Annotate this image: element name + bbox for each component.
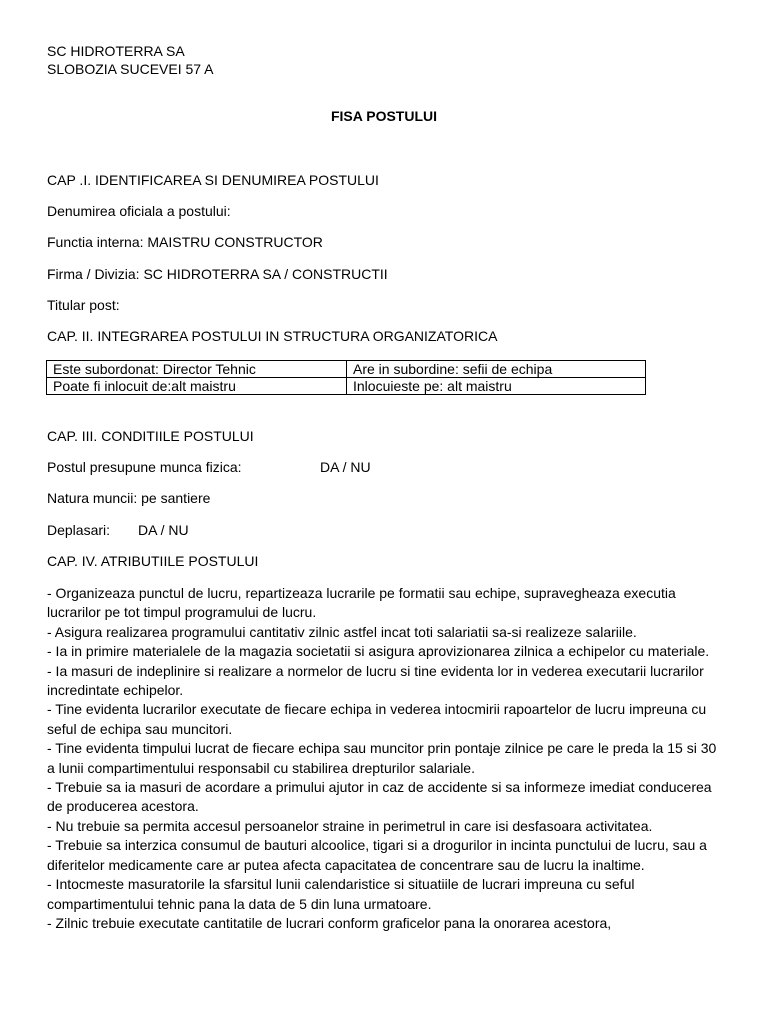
list-item: - Intocmeste masuratorile la sfarsitul lunii calendaristice si situatiile de lucrari impreuna cu seful compartimentului tehnic pana la data de 5 din luna urmatoare. — [47, 876, 635, 912]
table-cell: Inlocuieste pe: alt maistru — [347, 378, 646, 395]
internal-function-field: Functia interna: MAISTRU CONSTRUCTOR — [47, 234, 323, 250]
list-item: - Tine evidenta timpului lucrat de fiecare echipa sau muncitor prin pontaje zilnice pe care le preda la 15 si 30 a lunii compartimentului responsabil cu stabilirea drepturilor salariale. — [47, 740, 717, 776]
table-cell: Poate fi inlocuit de:alt maistru — [47, 378, 347, 395]
duties-list — [47, 584, 727, 933]
table-cell: Este subordonat: Director Tehnic — [47, 361, 347, 378]
holder-field: Titular post: — [47, 297, 120, 313]
company-address: SLOBOZIA SUCEVEI 57 A — [47, 61, 214, 77]
cap3-heading: CAP. III. CONDITIILE POSTULUI — [47, 428, 254, 444]
list-item: - Asigura realizarea programului cantitativ zilnic astfel incat toti salariatii sa-si realizeze salariile. — [47, 623, 637, 640]
list-item: - Nu trebuie sa permita accesul persoanelor straine in perimetrul in care isi desfasoara activitatea. — [47, 817, 653, 834]
table-cell: Are in subordine: sefii de echipa — [347, 361, 646, 378]
physical-work-value: DA / NU — [320, 459, 371, 475]
list-item: - Trebuie sa interzica consumul de bauturi alcoolice, tigari si a drogurilor in incinta punctului de lucru, sau a diferitelor medicamente care ar putea afecta capacitatea de concentrare sau de lucru la inaltime. — [47, 837, 707, 873]
list-item: - Ia in primire materialele de la magazia societatii si asigura aprovizionarea zilnica a echipelor cu materiale. — [47, 643, 710, 660]
list-item: - Zilnic trebuie executate cantitatile de lucrari conform graficelor pana la onorarea acestora, — [47, 914, 612, 931]
list-item: - Trebuie sa ia masuri de acordare a primului ajutor in caz de accidente si sa informeze imediat conducerea de producerea acestora. — [47, 779, 712, 815]
table-row — [47, 378, 646, 395]
organization-table — [46, 360, 646, 395]
document-title: FISA POSTULUI — [330, 108, 438, 124]
list-item: - Tine evidenta lucrarilor executate de fiecare echipa in vederea intocmirii rapoartelor de lucru impreuna cu seful de echipa sau muncitori. — [47, 701, 707, 737]
official-name-field: Denumirea oficiala a postului: — [47, 203, 231, 219]
company-name: SC HIDROTERRA SA — [47, 43, 185, 59]
physical-work-label: Postul presupune munca fizica: — [47, 459, 242, 475]
table-row — [47, 361, 646, 378]
cap2-heading: CAP. II. INTEGRAREA POSTULUI IN STRUCTURA ORGANIZATORICA — [47, 328, 498, 344]
cap1-heading: CAP .I. IDENTIFICAREA SI DENUMIREA POSTULUI — [47, 172, 379, 188]
travel-label: Deplasari: — [47, 522, 111, 538]
list-item: - Organizeaza punctul de lucru, repartizeaza lucrarile pe formatii sau echipe, supravegheaza executia lucrarilor pe tot timpul programului de lucru. — [47, 585, 676, 621]
work-nature-field: Natura muncii: pe santiere — [47, 490, 211, 506]
company-division-field: Firma / Divizia: SC HIDROTERRA SA / CONSTRUCTII — [47, 266, 388, 282]
list-item: - Ia masuri de indeplinire si realizare a normelor de lucru si tine evidenta lor in vederea executarii lucrarilor incredintate echipelor. — [47, 662, 704, 699]
travel-value: DA / NU — [138, 522, 189, 538]
cap4-heading: CAP. IV. ATRIBUTIILE POSTULUI — [47, 553, 259, 569]
